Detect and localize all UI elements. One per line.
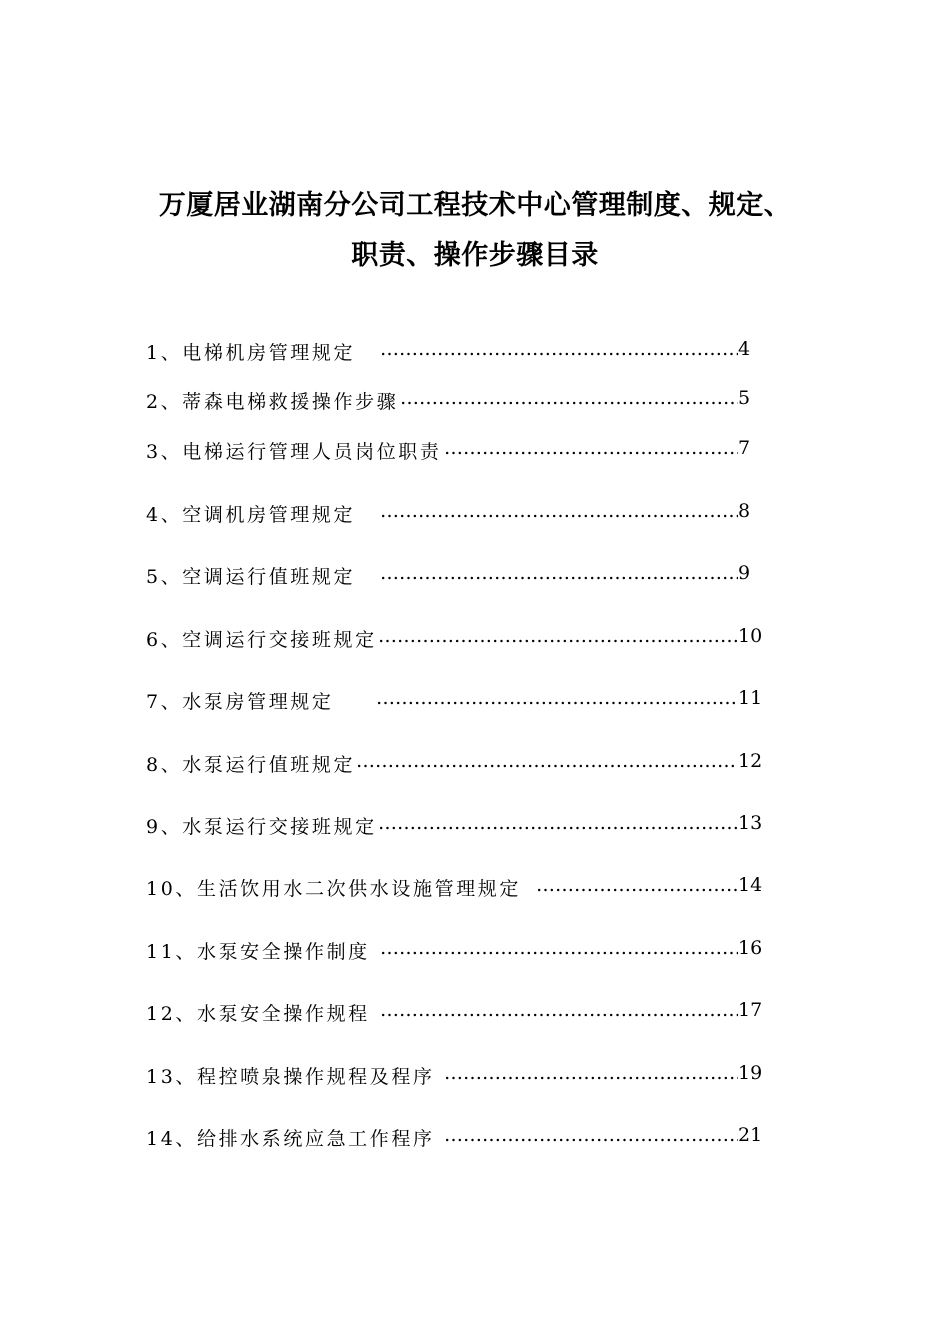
document-title-line-2: 职责、操作步骤目录 [351,240,599,271]
toc-entry-page: 10 [738,625,763,647]
toc-entry-page: 16 [738,937,763,959]
toc-entry-leader [380,338,738,360]
toc-entry-label: 11、水泵安全操作制度 [146,941,370,963]
toc-entry [146,1124,766,1154]
toc-entry-leader [356,750,738,772]
toc-entry-page: 19 [738,1062,763,1084]
toc-entry-label: 9、水泵运行交接班规定 [146,816,377,838]
toc-entry [146,812,766,842]
toc-entry-leader [376,687,738,709]
table-of-contents [146,0,766,1344]
toc-entry [146,500,766,530]
toc-entry-label: 14、给排水系统应急工作程序 [146,1128,435,1150]
toc-entry-label: 5、空调运行值班规定 [146,566,356,588]
toc-entry-label: 7、水泵房管理规定 [146,691,334,713]
toc-entry-leader [444,1062,738,1084]
toc-entry [146,750,766,780]
toc-entry-label: 2、蒂森电梯救援操作步骤 [146,391,399,413]
toc-entry-label: 8、水泵运行值班规定 [146,754,356,776]
toc-entry-page: 14 [738,874,763,896]
toc-entry [146,1062,766,1092]
toc-entry-page: 8 [738,500,751,522]
toc-entry-label: 12、水泵安全操作规程 [146,1003,370,1025]
toc-entry-page: 9 [738,562,751,584]
toc-entry-leader [536,874,738,896]
toc-entry-page: 5 [738,387,751,409]
toc-entry-leader [380,500,738,522]
toc-entry-label: 4、空调机房管理规定 [146,504,356,526]
toc-entry-leader [378,625,738,647]
toc-entry-page: 17 [738,999,763,1021]
toc-entry-label: 13、程控喷泉操作规程及程序 [146,1066,435,1088]
toc-entry-page: 11 [738,687,763,709]
toc-entry [146,999,766,1029]
toc-entry [146,387,766,417]
toc-entry [146,437,766,467]
toc-entry-leader [444,1124,738,1146]
toc-entry-label: 10、生活饮用水二次供水设施管理规定 [146,878,521,900]
toc-entry-leader [380,937,738,959]
toc-entry-label: 1、电梯机房管理规定 [146,342,356,364]
toc-entry [146,338,766,368]
toc-entry-page: 13 [738,812,763,834]
toc-entry [146,625,766,655]
toc-entry [146,687,766,717]
toc-entry [146,937,766,967]
toc-entry-label: 3、电梯运行管理人员岗位职责 [146,441,442,463]
toc-entry [146,562,766,592]
toc-entry-page: 21 [738,1124,763,1146]
toc-entry-leader [380,562,738,584]
toc-entry-leader [400,387,738,409]
toc-entry-page: 12 [738,750,763,772]
toc-entry-leader [444,437,738,459]
document-title-line-1: 万厦居业湖南分公司工程技术中心管理制度、规定、 [158,190,792,221]
toc-entry-leader [380,999,738,1021]
toc-entry [146,874,766,904]
toc-entry-page: 7 [738,437,751,459]
toc-entry-page: 4 [738,338,751,360]
toc-entry-leader [378,812,738,834]
toc-entry-label: 6、空调运行交接班规定 [146,629,377,651]
